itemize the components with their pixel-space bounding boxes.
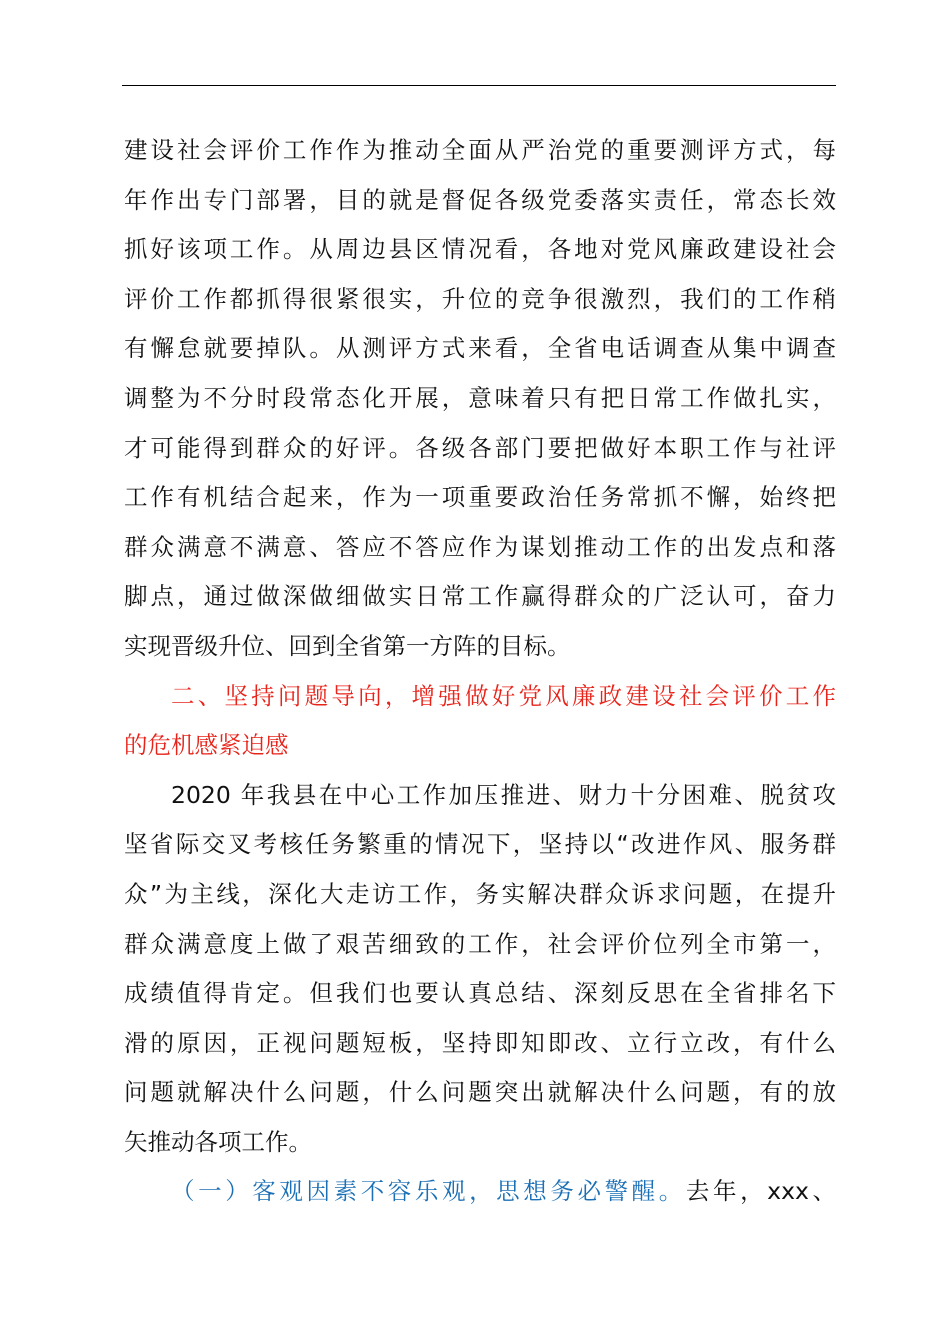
text-line: 脚点，通过做深做细做实日常工作赢得群众的广泛认可，奋力 (124, 582, 836, 611)
text-line: 坚省际交叉考核任务繁重的情况下，坚持以“改进作风、服务群 (124, 830, 836, 859)
text-line: 滑的原因，正视问题短板，坚持即知即改、立行立改，有什么 (124, 1028, 836, 1057)
paragraph-3 (124, 1167, 836, 1217)
document-body (124, 126, 836, 1217)
text-line: 年作出专门部署，目的就是督促各级党委落实责任，常态长效 (124, 185, 836, 214)
subsection-heading: （一）客观因素不容乐观，思想务必警醒。 (171, 1177, 686, 1206)
text-line: 有懈怠就要掉队。从测评方式来看，全省电话调查从集中调查 (124, 334, 836, 363)
heading-line: 二、坚持问题导向，增强做好党风廉政建设社会评价工作 (171, 681, 836, 710)
text-line: 抓好该项工作。从周边县区情况看，各地对党风廉政建设社会 (124, 235, 836, 264)
text-line: 群众满意不满意、答应不答应作为谋划推动工作的出发点和落 (124, 532, 836, 561)
text-line: 调整为不分时段常态化开展，意味着只有把日常工作做扎实， (124, 383, 836, 412)
text-line: 实现晋级升位、回到全省第一方阵的目标。 (124, 631, 571, 660)
text-line: 建设社会评价工作作为推动全面从严治党的重要测评方式，每 (124, 136, 836, 164)
heading-line: 的危机感紧迫感 (124, 731, 289, 760)
paragraph-2 (124, 771, 836, 1168)
text-line (124, 1167, 836, 1217)
header-rule (122, 85, 836, 86)
text-line: 评价工作都抓得很紧很实，升位的竞争很激烈，我们的工作稍 (124, 284, 836, 313)
section-heading (124, 672, 836, 771)
text-line: 众”为主线，深化大走访工作，务实解决群众诉求问题，在提升 (124, 879, 836, 908)
text-line: 2020 年我县在中心工作加压推进、财力十分困难、脱贫攻 (171, 780, 836, 809)
text-line: 才可能得到群众的好评。各级各部门要把做好本职工作与社评 (124, 433, 836, 462)
text-line: 矢推动各项工作。 (124, 1127, 312, 1156)
subsection-text: 去年，xxx、 (685, 1177, 836, 1206)
text-line: 成绩值得肯定。但我们也要认真总结、深刻反思在全省排名下 (124, 979, 836, 1008)
text-line: 群众满意度上做了艰苦细致的工作，社会评价位列全市第一， (124, 929, 836, 958)
text-line: 问题就解决什么问题，什么问题突出就解决什么问题，有的放 (124, 1078, 836, 1107)
paragraph-1 (124, 126, 836, 672)
text-line: 工作有机结合起来，作为一项重要政治任务常抓不懈，始终把 (124, 483, 836, 512)
